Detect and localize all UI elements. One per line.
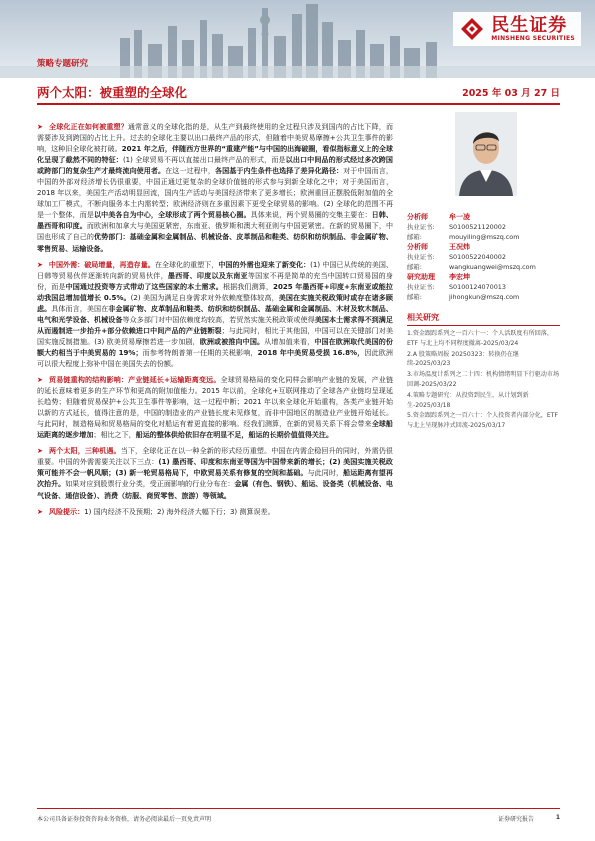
- para-lead: 贸易链重构的结构影响：产业链延长+运输距离变远。: [48, 375, 221, 385]
- bullet-arrow-icon: ➤: [37, 375, 43, 385]
- analyst-name: 李宏坤: [449, 273, 470, 281]
- analyst-cert: S0100521120002: [449, 223, 506, 231]
- cert-label: 执业证书:: [407, 253, 435, 261]
- brand-name-en: MINSHENG SECURITIES: [491, 34, 575, 42]
- para-text: 等国家不再是简单的充当中国转口贸易国的身份，而是: [37, 270, 393, 291]
- bullet-arrow-icon: ➤: [37, 259, 43, 269]
- analyst-email[interactable]: wangkuangwei@mszq.com: [449, 263, 536, 271]
- analyst-role: 分析师: [407, 213, 428, 221]
- para-bold: 全球船运距离的逐步增加: [37, 419, 393, 440]
- para-text: 根据我们测算，: [222, 281, 274, 291]
- para-bold: 各国基于内生条件也选择了差异化路径：: [215, 166, 344, 176]
- paragraph-external-demand: [37, 259, 393, 369]
- analyst-photo: [455, 112, 517, 196]
- para-text: 而欧洲和加拿大与美国更紧密，东南亚、俄罗斯和澳大利亚则与中国更紧密。在新的贸易圈下，中国也形成了自己的: [37, 221, 393, 242]
- bullet-arrow-icon: ➤: [37, 506, 43, 516]
- brand-logo-icon: [459, 16, 485, 42]
- related-research-link[interactable]: 5.资金跟踪系列之一百六十：个人投资者内部分化，ETF 与北上呈现脉冲式回流-2025/03/17: [407, 412, 558, 430]
- para-bold: 以出口中间品的形式经过多次跨国或跨部门的复杂生产才最终流向使用者。: [37, 155, 393, 176]
- para-text: 全球贸易格局的变化同样会影响产业链的发展，产业链的延长意味着更多的生产环节和更高的附加值能力。2015 年以前，全球化+互联网推动了全球各产业链均呈现延长趋势；但随着贸易保护+公共卫生事件等影响，这一过程中断；2021 年以来全球化开始重构，各类产业链开始以新的方式延长，值得注意的是，中国的制造业的产业链长度未见修复，而非中国地区的制造业产业链开始延长。与此同时，制造格局和贸易格局的变化对船运有着更直接的影响。经我们测算，在新的贸易关系下将会带来: [37, 375, 393, 429]
- cert-label: 执业证书:: [407, 223, 435, 231]
- para-bold: 2018 年中美贸易受损 16.8%，: [257, 347, 365, 357]
- analyst-email[interactable]: mouyiling@mszq.com: [449, 233, 520, 241]
- para-text: 在全球化的重塑下，: [154, 259, 219, 269]
- para-text: 具体来说，两个贸易圈的交集主要在：: [250, 210, 372, 220]
- para-lead: 全球化正在如何被重塑？: [48, 122, 128, 131]
- brand-name-cn: 民生证券: [491, 14, 568, 36]
- related-research-link[interactable]: 2.A 股策略周报 20250323：转换仍在继续-2025/03/23: [407, 350, 519, 368]
- para-text: 与此同时，: [307, 468, 344, 478]
- related-research: [407, 312, 560, 431]
- related-research-link[interactable]: 1.资金跟踪系列之一百六十一：个人活跃度有所回落，ETF 与北上均不同程度撤离-2025/03/24: [407, 330, 553, 347]
- para-bold: 美国本土需求得不到满足从而遏制进一步抬升+部分依赖进口中间产品的产业链断裂: [37, 314, 393, 335]
- para-text: 如果对应到股票行业分类，受正面影响的行业分布在：: [65, 479, 235, 489]
- analyst-entry: [407, 212, 560, 242]
- para-bold: 美国在实施关税政策时或存在诸多顾虑。: [37, 292, 393, 313]
- para-bold: 船运距离有望再次抬升。: [37, 468, 393, 489]
- cert-label: 执业证书:: [407, 283, 435, 291]
- para-lead: 两个太阳，三种机遇。: [48, 446, 121, 456]
- brand-logo: [453, 12, 581, 46]
- para-bold: 日韩、墨西哥和印度。: [37, 210, 393, 231]
- para-bold: 中国的外需也迎来了新变化：: [218, 259, 311, 269]
- analyst-role: 分析师: [407, 243, 428, 251]
- para-lead: 中国外需：破局增量，再造存量。: [48, 259, 155, 269]
- paragraph-risk: [37, 506, 393, 517]
- email-label: 邮箱:: [407, 263, 422, 271]
- para-text: (1) 全球贸易不再以直接出口最终产品的形式，而是: [122, 155, 286, 165]
- paragraph-globalization: [37, 121, 393, 254]
- para-text: 在这一过程中，: [165, 166, 216, 176]
- para-text: 通常意义的全球化指的是，从生产到最终使用的全过程只涉及到国内的占比下降，而需要涉及到跨国的占比上升。过去的全球化主要以出口最终产品的形式，但随着中美贸易摩擦+公共卫生事件的影响，这种旧全球化被打破。: [37, 122, 393, 154]
- para-text: ；与此同时，相比于其他国，中国可以在关键部门对美国实施反制措施。(3) 欧美贸易摩擦若进一步加剧，: [37, 325, 393, 346]
- title-bar: [37, 83, 560, 105]
- related-research-link[interactable]: 3.市场温度计系列之二十四：机构情绪明显下行驱动市场回调-2025/03/22: [407, 371, 560, 388]
- para-text: 而参考特朗普第一任期的关税影响，: [142, 347, 258, 357]
- analyst-cert: S0100522040002: [449, 253, 506, 261]
- page-footer: [37, 808, 560, 823]
- para-bold: 优势部门：基础金属和金属制品、机械设备、皮革制品和鞋类、纺织和纺织制品、非金属矿物、零售贸易、运输设备。: [37, 232, 393, 253]
- para-text: 1) 国内经济不及预期；2) 海外经济大幅下行；3) 测算误差。: [84, 506, 275, 516]
- related-research-title: 相关研究: [407, 312, 560, 326]
- para-text: ；相比之下，: [93, 430, 136, 440]
- main-content: [37, 121, 393, 522]
- disclaimer-note: 本公司具备证券投资咨询业务资格，请务必阅读最后一页免责声明: [37, 816, 212, 823]
- para-text: (1) 中国已从传统的美国、日韩等贸易伙伴逐渐转向新的贸易伙伴，: [37, 259, 393, 280]
- page-title: 两个太阳：被重塑的全球化: [37, 85, 188, 100]
- para-bold: 中国在欧洲取代美国的份额大约相当于中美贸易的 19%；: [37, 336, 393, 357]
- para-text: 对于中国而言，中国的外部对经济增长仍很重要，中国正通过更复杂的全球价值链的形式参与到新全球化之中；对于美国而言，2018 年以来，美国生产活动明显回流，国内生产活动与美国经济带来了更多增长；欧洲重回正摆脱低附加值的全球加工厂模式，不断向服务本土内需转型；欧洲经济则在多重因素下更受全球贸易的影响。(2) 全球化的范围不再是一个整体，而是: [37, 166, 393, 220]
- para-bold: (1) 墨西哥、印度和东南亚等国为中国带来新的增长；(2) 美国实施关税政策可能并不会一帆风顺；(3) 新一轮贸易格局下，中欧贸易关系有修复的空间和基础。: [37, 457, 393, 478]
- analyst-name: 王况炜: [449, 243, 470, 251]
- para-text: (2) 美国为满足自身需求对外依赖度整体较高，: [130, 292, 279, 302]
- sidebar: [407, 112, 560, 432]
- paragraph-trade-chain: [37, 374, 393, 440]
- analyst-entry: [407, 272, 560, 302]
- bullet-arrow-icon: ➤: [37, 122, 43, 131]
- para-lead: 风险提示：: [48, 506, 85, 516]
- related-research-link[interactable]: 4.策略专题研究：从投资到民生，从计划到新生-2025/03/18: [407, 391, 529, 409]
- analyst-cert: S0100124070013: [449, 283, 506, 291]
- analyst-entry: [407, 242, 560, 272]
- para-bold: 欧洲或被推向中国。: [199, 336, 265, 346]
- email-label: 邮箱:: [407, 293, 422, 301]
- analyst-name: 牟一凌: [449, 213, 470, 221]
- paragraph-opportunities: [37, 445, 393, 500]
- para-bold: 以中美各自为中心，全球形成了两个贸易核心圈。: [93, 210, 251, 220]
- analyst-list: [407, 212, 560, 302]
- para-bold: 2025 年墨西哥+印度+东南亚或能拉动我国总增加值增长 0.5%。: [37, 281, 393, 302]
- report-date: 2025 年 03 月 27 日: [462, 88, 560, 99]
- para-text: 从增加值来看，: [264, 336, 315, 346]
- para-bold: 墨西哥、印度以及东南亚: [167, 270, 248, 280]
- para-bold: 金属（有色、钢铁）、船运、设备类（机械设备、电气设备、通信设备）、消费（纺服、商贸零售、旅游）等领域。: [37, 479, 393, 500]
- para-bold: 船运的整体供给依旧存在明显不足，船运的长期价值值得关注。: [135, 430, 334, 440]
- bullet-arrow-icon: ➤: [37, 446, 43, 456]
- para-text: 等众多部门对中国依赖度均较高，若贸然实施关税政策或使得: [122, 314, 315, 324]
- analyst-role: 研究助理: [407, 273, 435, 281]
- page-number: 1: [555, 814, 560, 821]
- para-bold: 2021 年之后，伴随西方世界的“重建产能”与中国的出海破圈，看似指标意义上的全球化呈现了截然不同的特征：: [37, 144, 393, 165]
- analyst-email[interactable]: jihongkun@mszq.com: [449, 293, 520, 301]
- email-label: 邮箱:: [407, 233, 422, 241]
- para-bold: 中国通过投资等方式带动了这些国家的本土需求。: [65, 281, 223, 291]
- report-type: 证券研究报告: [497, 816, 534, 823]
- para-text: 因此欧洲可以很大程度上弥补中国在美国失去的份额。: [37, 347, 393, 368]
- para-bold: 非金属矿物、皮革制品和鞋类、纺织和纺织制品、基础金属和金属制品、木材及软木制品、电气和光学设备、机械设备: [37, 303, 393, 324]
- para-text: 具体而言，美国在: [51, 303, 109, 313]
- report-category: 策略专题研究: [37, 59, 89, 69]
- para-text: 当下，全球化正在以一种全新的形式经历重塑。中国在内需企稳回升的同时，外需仍很重要。中国的外需需要关注以下三点：: [37, 446, 393, 467]
